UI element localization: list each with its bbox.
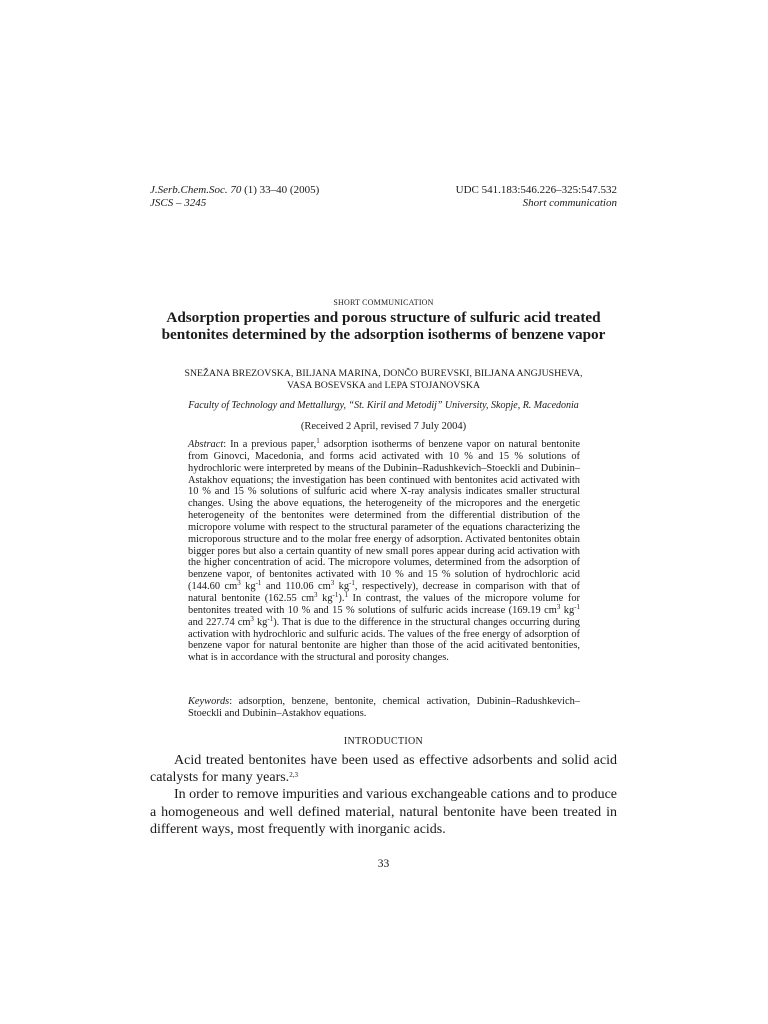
keywords <box>188 696 580 720</box>
jscs-number: JSCS – 3245 <box>150 197 207 209</box>
section-tag: SHORT COMMUNICATION <box>333 298 434 307</box>
authors-line-2: VASA BOSEVSKA and LEPA STOJANOVSKA <box>286 380 481 391</box>
received-dates: (Received 2 April, revised 7 July 2004) <box>300 421 467 432</box>
journal-volume: 70 <box>230 184 242 196</box>
reference-mark: 1 <box>344 590 348 599</box>
journal-issue-pages: (1) 33–40 (2005) <box>241 184 320 196</box>
classification-header <box>400 184 617 210</box>
author-list <box>150 368 617 392</box>
body-paragraph: Acid treated bentonites have been used as effective adsorbents and solid acid catalysts for many years.$^{2,3}$ <box>150 753 617 786</box>
abstract-label: Abstract <box>188 439 224 450</box>
section-heading: INTRODUCTION <box>343 736 424 747</box>
paper-title: Adsorption properties and porous structure of sulfuric acid treated bentonites determined by the adsorption isotherms of benzene vapor <box>161 309 606 343</box>
body-paragraph: In order to remove impurities and various exchangeable cations and to produce a homogeneous and well defined material, natural bentonite have been treated in different ways, most frequently with inorganic acids. <box>150 787 617 837</box>
authors-line-1: SNEŽANA BREZOVSKA, BILJANA MARINA, DONČO BUREVSKI, BILJANA ANGJUSHEVA, <box>184 368 583 379</box>
abstract: Abstract: In a previous paper,$^1$ adsorption isotherms of benzene vapor on natural bentonite from Ginovci, Macedonia, and forms acid activated with 10 % and 15 % solutions of hydrochloric were interpreted by means of the Dubinin–Radushkevich–Stoeckli and Dubinin–Astakhov equations; the investigation has been continued with bentonites acid activated with 10 % and 15 % solutions of sulfuric acid where X-ray analysis indicates smaller structural changes. Using the above equations, the heterogeneity of the micropores and the energetic heterogeneity of the bentonites were determined from the differential distribution of the micropore volume with respect to the structural parameter of the equations characterizing the microporous structure and to the molar free energy of adsorption. Activated bentonites obtain bigger pores but also a certain quantity of new small pores appear during acid activation with the higher concentration of acid. The micropore volumes, determined from the adsorption of benzene vapor, of bentonites activated with 10 % and 15 % solution of hydrochloric acid (144.60 $cm^3$ $kg^{-1}$ and 110.06 $cm^3$ $kg^{-1}$, respectively), decrease in comparison with that of natural bentonite (162.55 $cm^3$ $kg^{-1}).^1$ In contrast, the values of the micropore volume for bentonites treated with 10 % and 15 % solutions of sulfuric acids increase (169.19 $cm^3$ $kg^{-1}$ and 227.74 $cm^3$ $kg^{-1}$). That is due to the difference in the structural changes occurring during activation with hydrochloric and sulfuric acids. The values of the free energy of adsorption of benzene vapor for natural bentonite are higher than those of the acid acitivated bentonities, what is in accordance with the structural and porosity changes. <box>188 437 580 664</box>
keywords-text: : adsorption, benzene, bentonite, chemical activation, Dubinin–Radushkevich–Stoeckli and Dubinin–Astakhov equations. <box>188 696 580 719</box>
affiliation: Faculty of Technology and Mettallurgy, “St. Kiril and Metodij” University, Skopje, R. Macedonia <box>188 400 579 411</box>
article-type: Short communication <box>522 197 617 209</box>
page-number: 33 <box>377 858 390 870</box>
journal-name: J.Serb.Chem.Soc. <box>150 184 228 196</box>
udc-code: UDC 541.183:546.226–325:547.532 <box>455 184 617 196</box>
reference-mark: 1 <box>316 437 320 445</box>
reference-mark: 2,3 <box>289 771 298 780</box>
keywords-label: Keywords <box>188 696 230 707</box>
body-text <box>150 752 617 838</box>
